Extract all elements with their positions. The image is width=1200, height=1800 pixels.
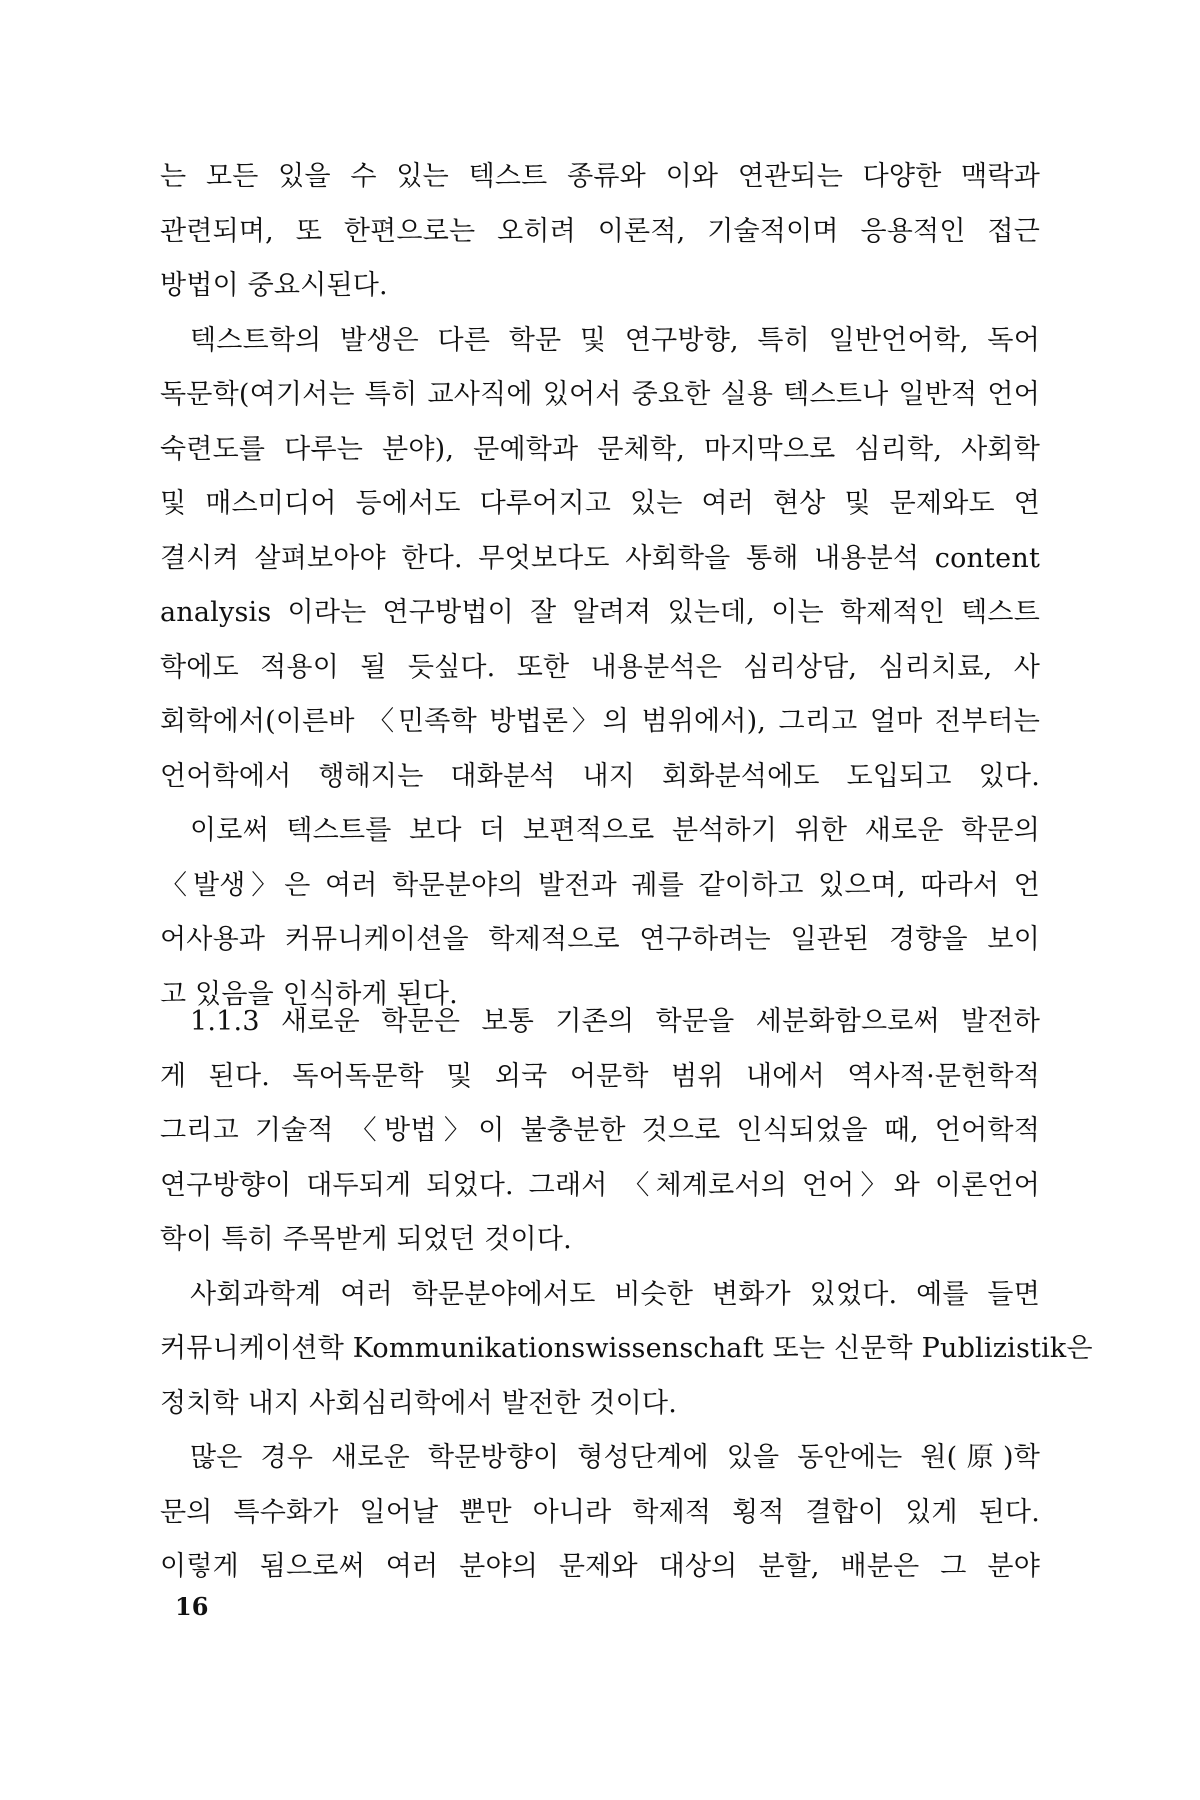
text-line: 독문학(여기서는 특히 교사직에 있어서 중요한 실용 텍스트나 일반적 언어 bbox=[160, 379, 1040, 410]
text-line: 사회과학계 여러 학문분야에서도 비슷한 변화가 있었다. 예를 들면 bbox=[190, 1278, 1040, 1310]
text-line: 많은 경우 새로운 학문방향이 형성단계에 있을 동안에는 원(原)학 bbox=[190, 1442, 1040, 1473]
text-line: 텍스트학의 발생은 다른 학문 및 연구방향, 특히 일반언어학, 독어 bbox=[190, 324, 1040, 356]
text-line: 어사용과 커뮤니케이션을 학제적으로 연구하려는 일관된 경향을 보이 bbox=[160, 924, 1040, 955]
text-line: 관련되며, 또 한편으로는 오히려 이론적, 기술적이며 응용적인 접근 bbox=[160, 215, 1040, 247]
text-line: 〈발생〉은 여러 학문분야의 발전과 궤를 같이하고 있으며, 따라서 언 bbox=[160, 869, 1040, 901]
text-line: 언어학에서 행해지는 대화분석 내지 회화분석에도 도입되고 있다. bbox=[160, 760, 1040, 792]
text-line: 숙련도를 다루는 분야), 문예학과 문체학, 마지막으로 심리학, 사회학 bbox=[160, 433, 1040, 465]
text-line: 문의 특수화가 일어날 뿐만 아니라 학제적 횡적 결합이 있게 된다. bbox=[160, 1496, 1040, 1528]
text-block-upper bbox=[160, 150, 1040, 1022]
text-line: 고 있음을 인식하게 된다. bbox=[160, 978, 458, 1010]
text-line: 커뮤니케이션학 Kommunikationswissenschaft 또는 신문학 Publizistik은 bbox=[160, 1333, 1093, 1364]
section-heading-line: 1.1.3 새로운 학문은 보통 기존의 학문을 세분화함으로써 발전하 bbox=[190, 1006, 1040, 1037]
text-line: 방법이 중요시된다. bbox=[160, 270, 388, 301]
text-line: 이렇게 됨으로써 여러 분야의 문제와 대상의 분할, 배분은 그 분야 bbox=[160, 1551, 1040, 1582]
text-line: 는 모든 있을 수 있는 텍스트 종류와 이와 연관되는 다양한 맥락과 bbox=[160, 161, 1040, 192]
text-line: 정치학 내지 사회심리학에서 발전한 것이다. bbox=[160, 1387, 677, 1419]
text-line: 및 매스미디어 등에서도 다루어지고 있는 여러 현상 및 문제와도 연 bbox=[160, 488, 1040, 519]
text-line: 게 된다. 독어독문학 및 외국 어문학 범위 내에서 역사적·문헌학적 bbox=[160, 1060, 1040, 1092]
text-line: analysis 이라는 연구방법이 잘 알려져 있는데, 이는 학제적인 텍스트 bbox=[160, 597, 1040, 628]
text-line: 회학에서(이른바 〈민족학 방법론〉의 범위에서), 그리고 얼마 전부터는 bbox=[160, 706, 1040, 737]
text-line: 그리고 기술적 〈방법〉이 불충분한 것으로 인식되었을 때, 언어학적 bbox=[160, 1115, 1040, 1146]
text-block-section-1-1-3 bbox=[160, 995, 1093, 1595]
text-line: 학이 특히 주목받게 되었던 것이다. bbox=[160, 1224, 572, 1255]
text-line: 연구방향이 대두되게 되었다. 그래서 〈체계로서의 언어〉와 이론언어 bbox=[160, 1169, 1040, 1201]
text-line: 학에도 적용이 될 듯싶다. 또한 내용분석은 심리상담, 심리치료, 사 bbox=[160, 651, 1040, 683]
text-line: 결시켜 살펴보아야 한다. 무엇보다도 사회학을 통해 내용분석 content bbox=[160, 542, 1040, 574]
text-line: 이로써 텍스트를 보다 더 보편적으로 분석하기 위한 새로운 학문의 bbox=[190, 815, 1040, 846]
page-number: 16 bbox=[175, 1592, 209, 1621]
